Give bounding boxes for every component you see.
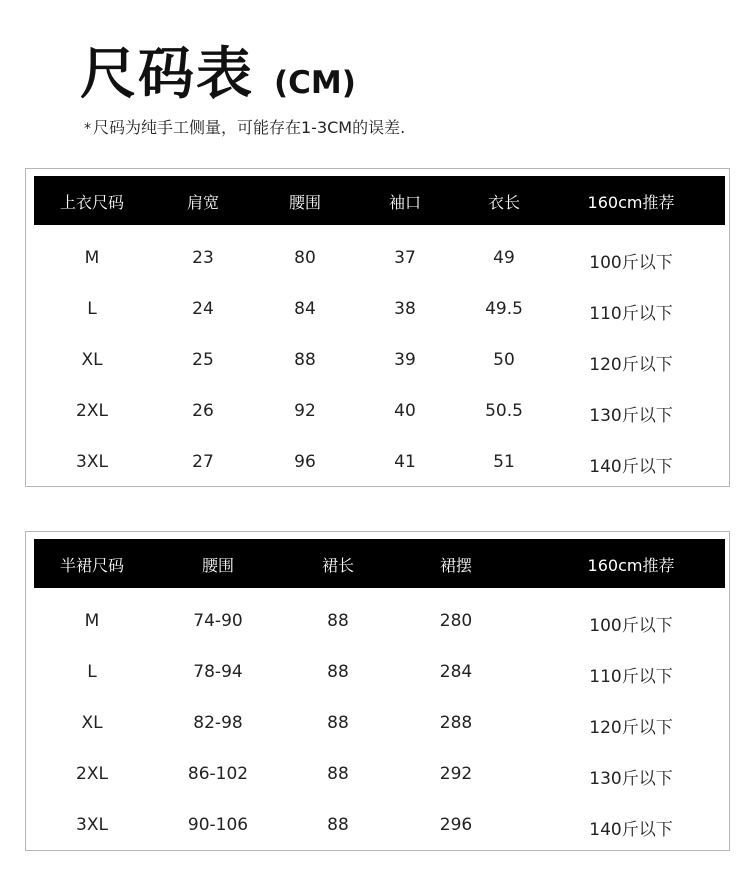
table-cell: 82-98 (193, 713, 243, 733)
size-cell: 3XL (76, 452, 108, 472)
skirt-size-table (25, 531, 730, 851)
table-row (34, 597, 725, 648)
table-cell: 100斤以下 (589, 616, 673, 636)
table-cell: 140斤以下 (589, 820, 673, 840)
size-cell: L (87, 662, 97, 682)
size-cell: 2XL (76, 401, 108, 421)
table-cell: 23 (192, 248, 214, 268)
table-cell: 92 (294, 401, 316, 421)
table-cell: 74-90 (193, 611, 243, 631)
header-cell: 袖口 (388, 193, 422, 212)
table-cell: 24 (192, 299, 214, 319)
size-cell: XL (81, 350, 103, 370)
note-text: 尺码为纯手工侧量，可能存在1-3CM的误差. (93, 118, 406, 137)
table-row (34, 438, 725, 489)
table-cell: 292 (439, 764, 473, 784)
header-cell: 腰围 (288, 193, 322, 212)
table-cell: 140斤以下 (589, 457, 673, 477)
skirt-table-header (34, 539, 725, 588)
table-cell: 37 (394, 248, 416, 268)
header-cell: 肩宽 (186, 193, 220, 212)
table-cell: 27 (192, 452, 214, 472)
table-cell: 288 (439, 713, 473, 733)
table-cell: 280 (439, 611, 473, 631)
table-cell: 130斤以下 (589, 406, 673, 426)
note-asterisk: * (84, 121, 91, 137)
header-cell: 上衣尺码 (59, 193, 125, 212)
table-cell: 96 (294, 452, 316, 472)
table-row (34, 750, 725, 801)
table-cell: 49 (493, 248, 515, 268)
top-size-table (25, 168, 730, 487)
measurement-note (84, 115, 405, 138)
header-cell: 衣长 (487, 193, 521, 212)
size-cell: L (87, 299, 97, 319)
table-cell: 284 (439, 662, 473, 682)
table-cell: 86-102 (187, 764, 249, 784)
table-cell: 90-106 (187, 815, 249, 835)
top-table-header (34, 176, 725, 225)
table-row (34, 285, 725, 336)
table-cell: 38 (394, 299, 416, 319)
table-cell: 25 (192, 350, 214, 370)
table-cell: 41 (394, 452, 416, 472)
header-cell: 腰围 (201, 556, 235, 575)
title-unit: (CM) (274, 65, 356, 101)
table-cell: 51 (493, 452, 515, 472)
table-row (34, 387, 725, 438)
table-cell: 130斤以下 (589, 769, 673, 789)
header-cell: 裙摆 (439, 556, 473, 575)
table-cell: 40 (394, 401, 416, 421)
table-cell: 120斤以下 (589, 355, 673, 375)
table-cell: 49.5 (485, 299, 523, 319)
table-cell: 88 (327, 815, 349, 835)
table-cell: 120斤以下 (589, 718, 673, 738)
table-cell: 26 (192, 401, 214, 421)
size-cell: XL (81, 713, 103, 733)
table-cell: 88 (327, 764, 349, 784)
table-cell: 110斤以下 (589, 667, 673, 687)
table-cell: 88 (294, 350, 316, 370)
table-row (34, 801, 725, 852)
table-cell: 88 (327, 713, 349, 733)
table-cell: 88 (327, 662, 349, 682)
table-cell: 50.5 (485, 401, 523, 421)
table-cell: 110斤以下 (589, 304, 673, 324)
table-row (34, 234, 725, 285)
table-cell: 80 (294, 248, 316, 268)
table-row (34, 336, 725, 387)
size-cell: M (84, 611, 100, 631)
header-cell: 160cm推荐 (587, 193, 675, 212)
size-cell: M (84, 248, 100, 268)
table-cell: 39 (394, 350, 416, 370)
table-cell: 50 (493, 350, 515, 370)
header-cell: 160cm推荐 (587, 556, 675, 575)
table-cell: 88 (327, 611, 349, 631)
title-main: 尺码表 (80, 42, 254, 107)
page-title (80, 30, 356, 107)
table-cell: 296 (439, 815, 473, 835)
header-cell: 裙长 (321, 556, 355, 575)
table-cell: 84 (294, 299, 316, 319)
table-cell: 100斤以下 (589, 253, 673, 273)
size-cell: 2XL (76, 764, 108, 784)
header-cell: 半裙尺码 (59, 556, 125, 575)
table-row (34, 699, 725, 750)
table-cell: 78-94 (193, 662, 243, 682)
size-cell: 3XL (76, 815, 108, 835)
table-row (34, 648, 725, 699)
